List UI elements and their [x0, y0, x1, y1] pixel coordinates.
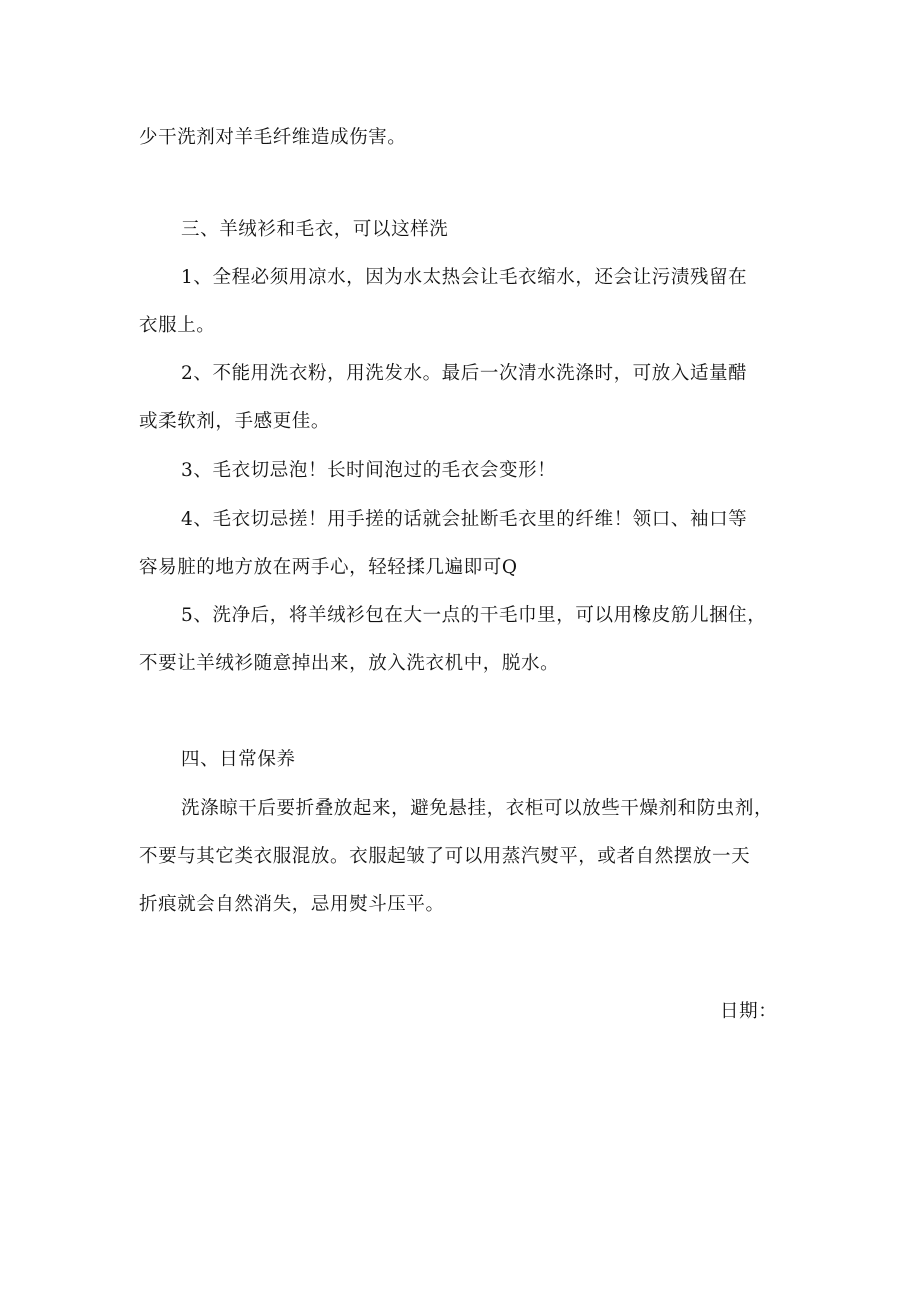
date-label: 日期：: [720, 1001, 778, 1022]
section-4-paragraph-line-3: 折痕就会自然消失，忌用熨斗压平。: [139, 894, 445, 915]
item-3-line-1: 3、毛衣切忌泡！长时间泡过的毛衣会变形！: [181, 460, 557, 481]
continuation-text: 少干洗剂对羊毛纤维造成伤害。: [139, 127, 407, 148]
section-4-heading: 四、日常保养: [181, 749, 296, 770]
item-2-line-2: 或柔软剂，手感更佳。: [139, 411, 331, 432]
section-3-heading: 三、羊绒衫和毛衣，可以这样洗: [181, 219, 449, 240]
item-5-line-2: 不要让羊绒衫随意掉出来，放入洗衣机中，脱水。: [139, 653, 560, 674]
item-5-line-1: 5、洗净后，将羊绒衫包在大一点的干毛巾里，可以用橡皮筋儿捆住，: [181, 605, 767, 626]
item-4-line-2: 容易脏的地方放在两手心，轻轻揉几遍即可Q: [139, 557, 518, 578]
section-4-paragraph-line-2: 不要与其它类衣服混放。衣服起皱了可以用蒸汽熨平，或者自然摆放一天: [139, 846, 751, 867]
item-2-line-1: 2、不能用洗衣粉，用洗发水。最后一次清水洗涤时，可放入适量醋: [181, 363, 748, 384]
item-4-line-1: 4、毛衣切忌搓！用手搓的话就会扯断毛衣里的纤维！领口、袖口等: [181, 509, 748, 530]
item-1-line-2: 衣服上。: [139, 315, 216, 336]
item-1-line-1: 1、全程必须用凉水，因为水太热会让毛衣缩水，还会让污渍残留在: [181, 267, 748, 288]
section-4-paragraph-line-1: 洗涤晾干后要折叠放起来，避免悬挂，衣柜可以放些干燥剂和防虫剂，: [181, 798, 774, 819]
